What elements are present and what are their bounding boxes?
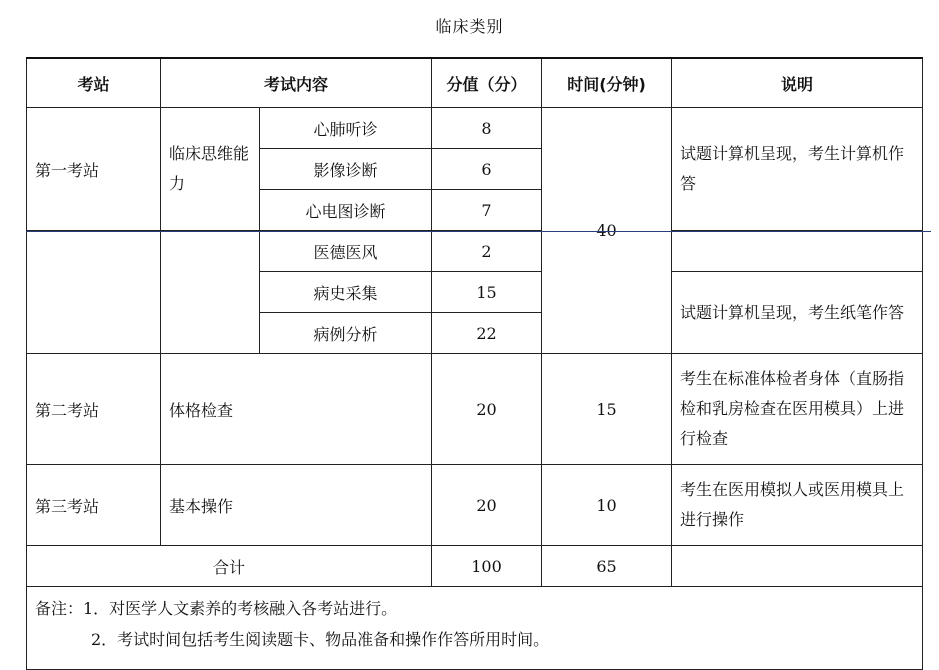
station2-content: 体格检查 xyxy=(161,354,432,465)
station3-desc: 考生在医用模拟人或医用模具上进行操作 xyxy=(672,465,923,546)
station1-desc-paper: 试题计算机呈现，考生纸笔作答 xyxy=(672,272,923,354)
item-name: 心电图诊断 xyxy=(260,190,432,231)
table-row xyxy=(27,231,923,272)
item-name: 心肺听诊 xyxy=(260,108,432,149)
table-row xyxy=(27,108,923,149)
table-row xyxy=(27,465,923,546)
item-score: 8 xyxy=(432,108,542,149)
empty-cell xyxy=(672,231,923,272)
item-score: 7 xyxy=(432,190,542,231)
station2-name: 第二考站 xyxy=(27,354,161,465)
header-desc: 说明 xyxy=(672,58,923,108)
header-content: 考试内容 xyxy=(161,58,432,108)
item-score: 2 xyxy=(432,231,542,272)
page-cut-line xyxy=(26,231,931,232)
note-line-1: 备注：1．对医学人文素养的考核融入各考站进行。 xyxy=(35,599,398,618)
station1-name: 第一考站 xyxy=(27,108,161,231)
exam-table xyxy=(26,57,923,670)
note-line-2: 2．考试时间包括考生阅读题卡、物品准备和操作作答所用时间。 xyxy=(91,630,550,649)
station2-desc: 考生在标准体检者身体（直肠指检和乳房检查在医用模具）上进行检查 xyxy=(672,354,923,465)
notes-row xyxy=(27,587,923,670)
table-title: 临床类别 xyxy=(435,17,504,36)
station2-score: 20 xyxy=(432,354,542,465)
station3-time: 10 xyxy=(542,465,672,546)
station3-name: 第三考站 xyxy=(27,465,161,546)
item-score: 6 xyxy=(432,149,542,190)
total-time: 65 xyxy=(542,546,672,587)
item-score: 22 xyxy=(432,313,542,354)
item-score: 15 xyxy=(432,272,542,313)
item-name: 病例分析 xyxy=(260,313,432,354)
total-score: 100 xyxy=(432,546,542,587)
total-label: 合计 xyxy=(27,546,432,587)
station2-time: 15 xyxy=(542,354,672,465)
table-row xyxy=(27,354,923,465)
header-score: 分值（分） xyxy=(432,58,542,108)
item-name: 影像诊断 xyxy=(260,149,432,190)
station1-time: 40 xyxy=(542,108,672,354)
item-name: 病史采集 xyxy=(260,272,432,313)
notes-cell xyxy=(27,587,923,670)
table-header-row xyxy=(27,58,923,108)
station3-score: 20 xyxy=(432,465,542,546)
item-name: 医德医风 xyxy=(260,231,432,272)
header-time: 时间(分钟) xyxy=(542,58,672,108)
station1-desc-computer: 试题计算机呈现，考生计算机作答 xyxy=(672,108,923,231)
empty-cell xyxy=(672,546,923,587)
station3-content: 基本操作 xyxy=(161,465,432,546)
header-station: 考站 xyxy=(27,58,161,108)
empty-cell xyxy=(27,231,161,354)
station1-group: 临床思维能力 xyxy=(161,108,260,231)
total-row xyxy=(27,546,923,587)
empty-cell xyxy=(161,231,260,354)
